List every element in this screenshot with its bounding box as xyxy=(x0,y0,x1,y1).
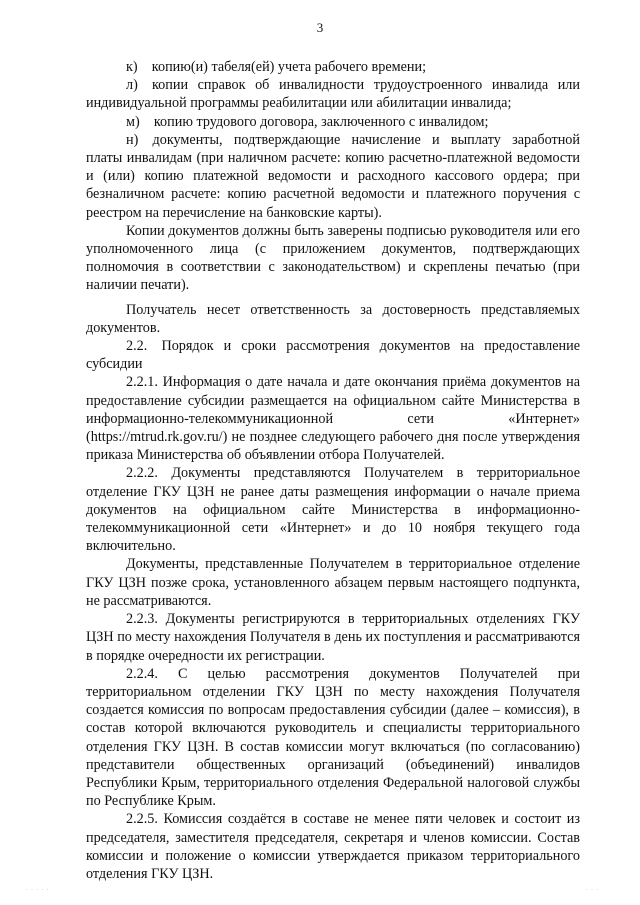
paragraph-recipient-responsibility: Получатель несет ответственность за достоверность представляемых документов. xyxy=(86,301,580,336)
paragraph-2-2-5: 2.2.5. Комиссия создаётся в составе не менее пяти человек и состоит из председателя, заместителя председателя, секретаря и членов комиссии. Состав комиссии и положение о комиссии утверждается приказом территориального отделения ГКУ ЦЗН. xyxy=(86,811,580,882)
paragraph-copies-certification: Копии документов должны быть заверены подписью руководителя или его уполномоченного лица (с приложением документов, подтверждающих полномочия в соответствии с законодательством) и скреплены печатью (при наличии печати). xyxy=(86,222,580,294)
item-l: л) копии справок об инвалидности трудоустроенного инвалида или индивидуальной программы реабилитации или абилитации инвалида; xyxy=(86,77,580,112)
item-k: к) копию(и) табеля(ей) учета рабочего времени; xyxy=(126,59,427,75)
item-m: м) копию трудового договора, заключенного с инвалидом; xyxy=(126,113,489,130)
paragraph-late-documents: Документы, представленные Получателем в территориальное отделение ГКУ ЦЗН позже срока, установленного абзацем первым настоящего подпункта, не рассматриваются. xyxy=(86,556,580,609)
scan-artifact-right: · · · xyxy=(586,887,599,893)
paragraph-2-2-1: 2.2.1. Информация о дате начала и дате окончания приёма документов на предоставление субсидии размещается на официальном сайте Министерства в информационно-телекоммуникационной сети «Интернет» (https://mtrud.rk.gov.ru/) не позднее следующего рабочего дня после утверждения приказа Министерства об объявлении отбора Получателей. xyxy=(86,374,580,464)
item-n: н) документы, подтверждающие начисление и выплату заработной платы инвалидам (при наличном расчете: копию расчетно-платежной ведомости и (или) копию платежной ведомости и расходного кассового ордера; при безналичном расчете: копию расчетной ведомости и платежного поручения с реестром на перечисление на банковские карты). xyxy=(86,131,580,221)
section-heading-2-2: 2.2. Порядок и сроки рассмотрения документов на предоставление субсидии xyxy=(86,338,580,373)
page-number: 3 xyxy=(316,20,324,35)
paragraph-2-2-2: 2.2.2. Документы представляются Получателем в территориальное отделение ГКУ ЦЗН не ранее даты размещения информации о начале приема документов на официальном сайте Министерства в информационно-телекоммуникационной сети «Интернет» и до 10 ноября текущего года включительно. xyxy=(86,465,580,555)
paragraph-2-2-4: 2.2.4. С целью рассмотрения документов Получателей при территориальном отделении ГКУ ЦЗН по месту нахождения Получателя создается комиссия по вопросам предоставления субсидии (далее – комиссия), в состав которой включаются руководитель и специалисты территориального отделения ГКУ ЦЗН. В состав комиссии могут включаться (по согласованию) представители общественных организаций (объединений) инвалидов Республики Крым, территориального отделения Федеральной налоговой службы по Республике Крым. xyxy=(86,665,580,810)
scan-artifact-left: · · · · · xyxy=(26,887,50,893)
paragraph-2-2-3: 2.2.3. Документы регистрируются в территориальных отделениях ГКУ ЦЗН по месту нахождения Получателя в день их поступления и рассматриваются в порядке очередности их регистрации. xyxy=(86,611,580,664)
document-body xyxy=(86,58,580,883)
